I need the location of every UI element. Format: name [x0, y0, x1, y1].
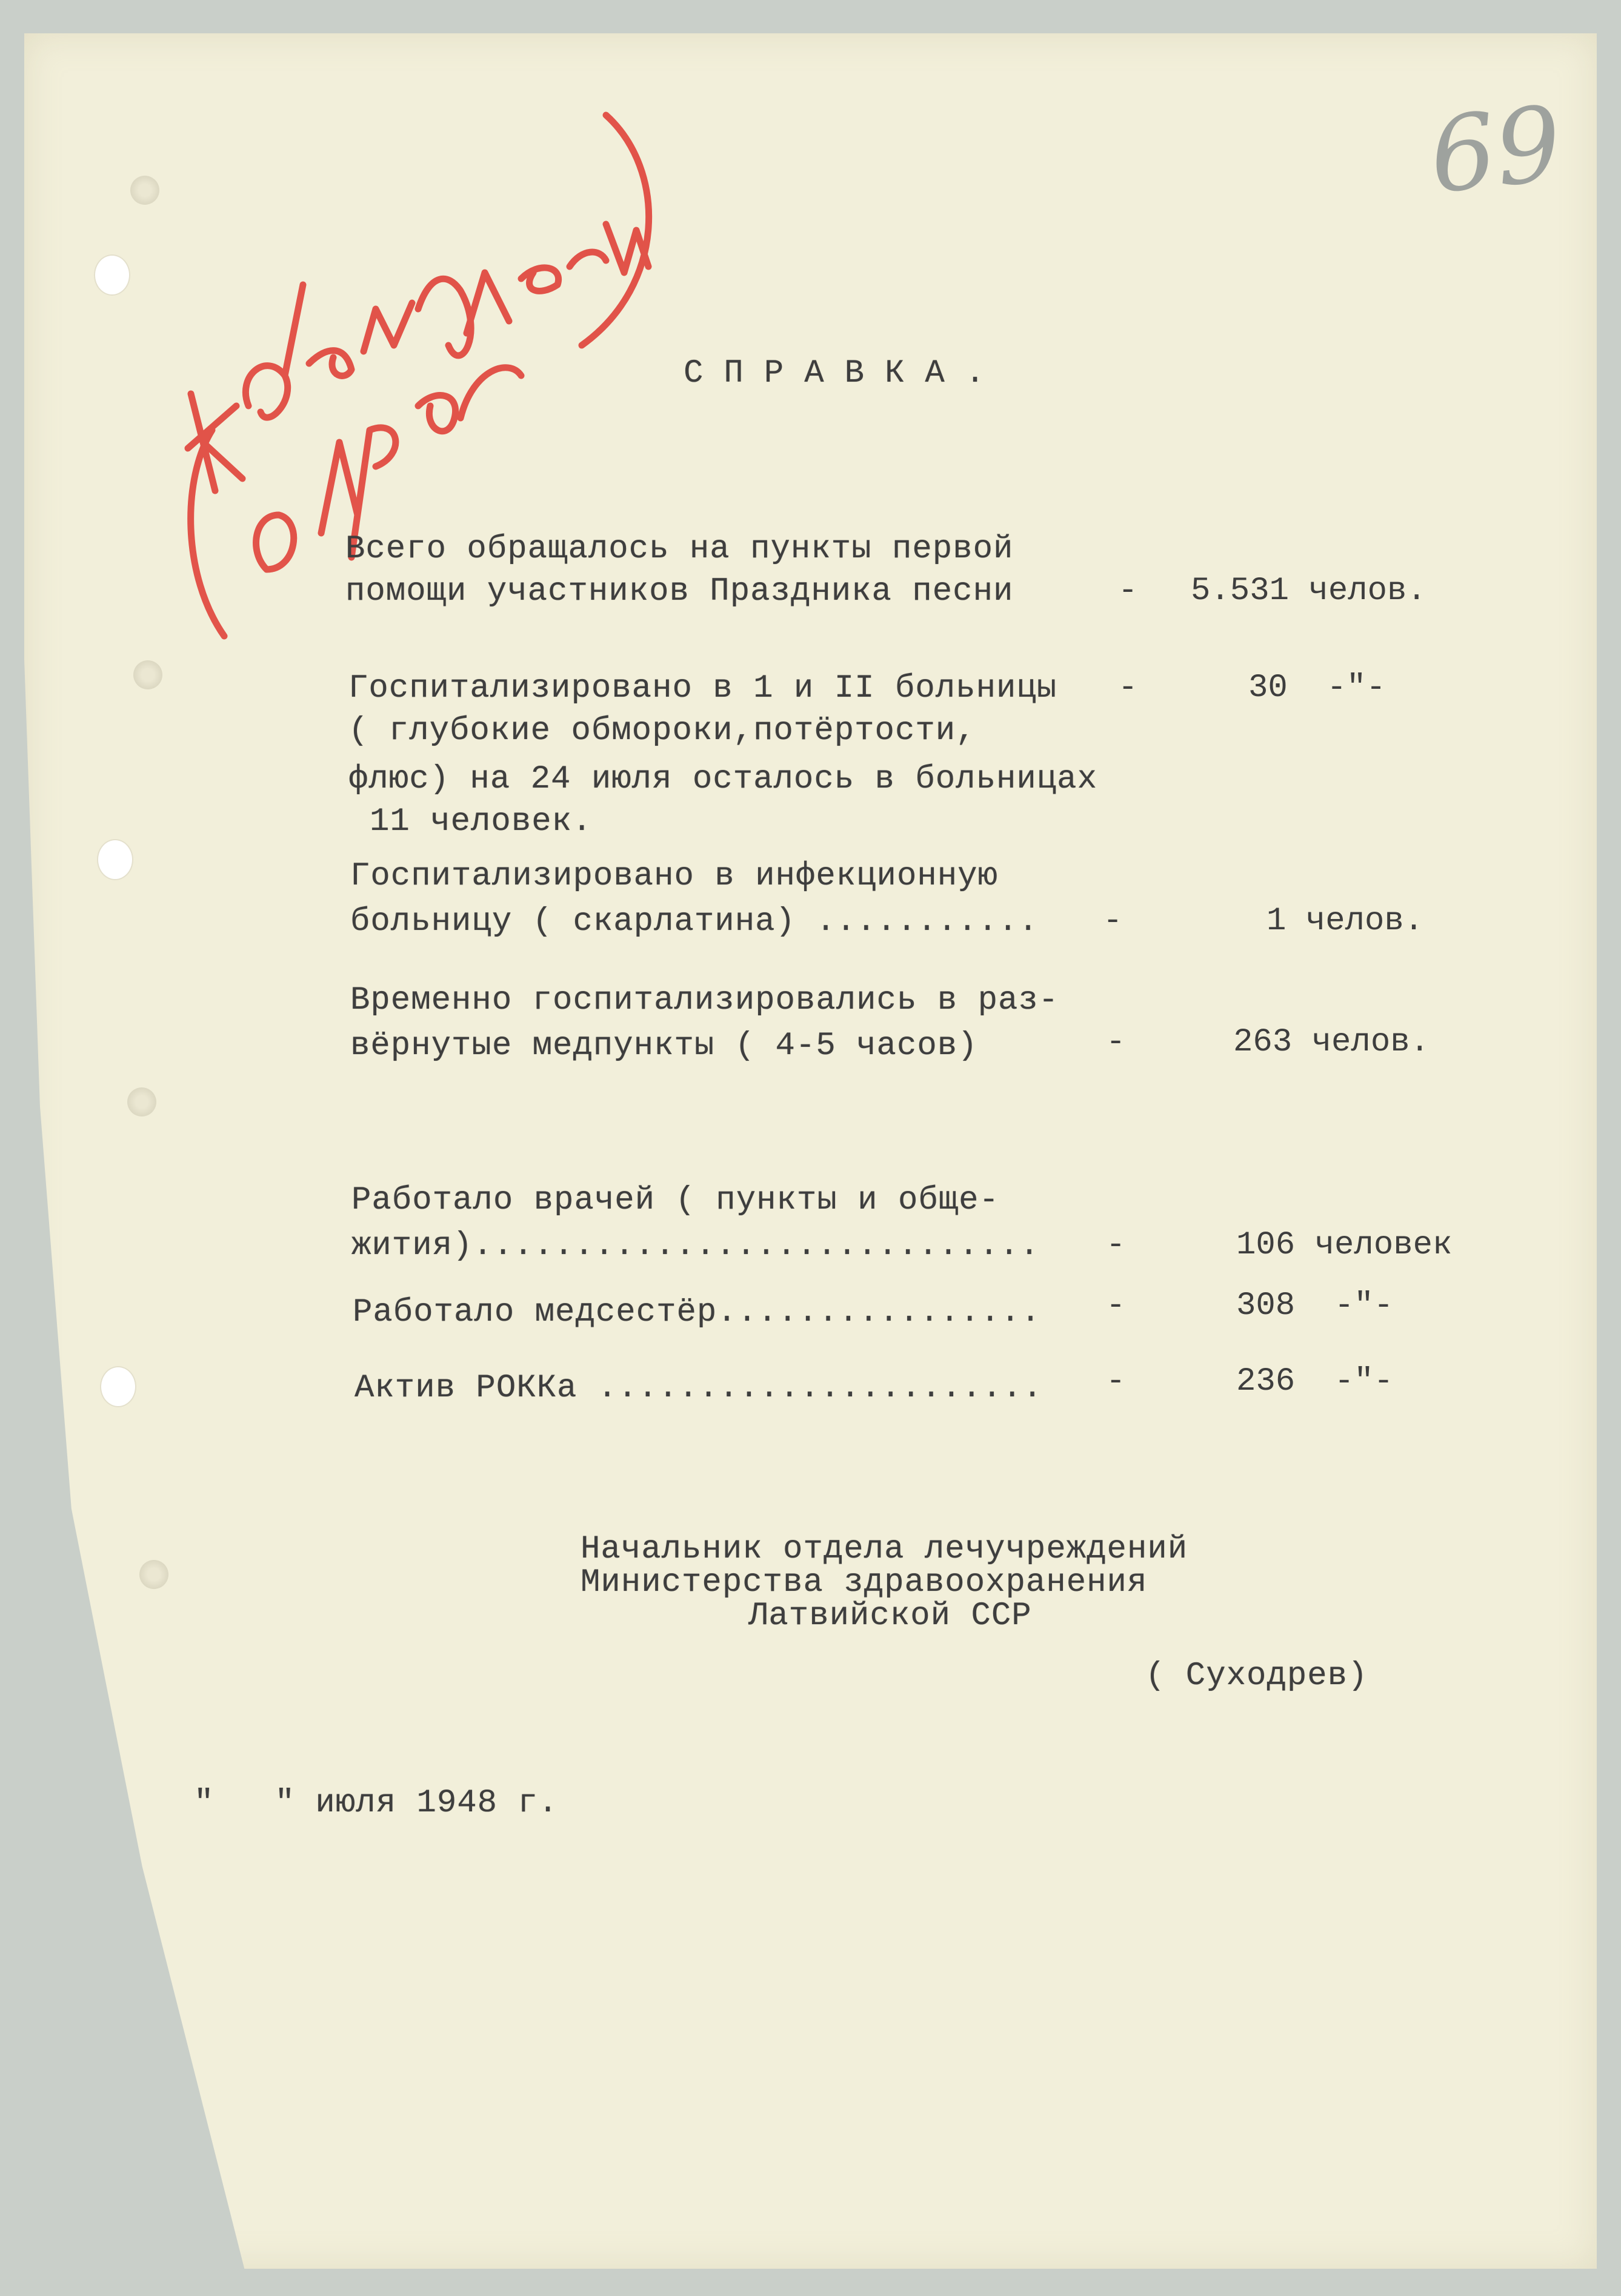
- entry-7-dash: -: [1106, 1363, 1126, 1400]
- folio-number: 69: [1424, 84, 1568, 217]
- signature-republic: Латвийской ССР: [748, 1598, 1032, 1634]
- emboss-mark: [139, 1560, 168, 1589]
- entry-4-value: 263 челов.: [1233, 1024, 1430, 1061]
- entry-1-value: 5.531 челов.: [1191, 572, 1426, 609]
- entry-6-line-1: Работало медсестёр................: [353, 1294, 1041, 1331]
- emboss-mark: [130, 2008, 159, 2037]
- emboss-mark: [127, 1087, 156, 1116]
- punch-hole: [94, 254, 130, 296]
- punch-hole: [97, 839, 133, 880]
- entry-5-line-2: жития)............................: [351, 1227, 1040, 1264]
- entry-3-dash: -: [1103, 903, 1123, 940]
- signature-name: ( Суходрев): [1145, 1657, 1368, 1694]
- entry-2-line-4: 11 человек.: [370, 803, 593, 840]
- entry-3-line-2: больницу ( скарлатина) ...........: [350, 903, 1039, 940]
- entry-3-value: 1 челов.: [1267, 903, 1424, 940]
- entry-6-dash: -: [1106, 1287, 1126, 1324]
- entry-2-line-3: флюс) на 24 июля осталось в больницах: [348, 761, 1097, 798]
- entry-2-value: 30 -"-: [1248, 669, 1386, 706]
- entry-3-line-1: Госпитализировано в инфекционную: [350, 858, 998, 895]
- entry-2-line-1: Госпитализировано в 1 и II больницы: [348, 670, 1057, 707]
- entry-4-line-2: вёрнутые медпункты ( 4-5 часов): [350, 1027, 978, 1064]
- entry-2-line-2: ( глубокие обмороки,потёртости,: [348, 712, 976, 749]
- entry-5-dash: -: [1106, 1227, 1126, 1264]
- entry-7-value: 236 -"-: [1236, 1363, 1394, 1400]
- entry-6-value: 308 -"-: [1236, 1287, 1394, 1324]
- entry-5-line-1: Работало врачей ( пункты и обще-: [351, 1182, 999, 1219]
- entry-1-dash: -: [1118, 572, 1138, 609]
- punch-hole: [115, 1948, 151, 1989]
- entry-2-dash: -: [1118, 669, 1138, 706]
- entry-4-line-1: Временно госпитализировались в раз-: [350, 982, 1059, 1019]
- signature-ministry: Министерства здравоохранения: [581, 1564, 1148, 1601]
- handwriting-scribble: [145, 91, 667, 745]
- entry-5-value: 106 человек: [1236, 1227, 1453, 1264]
- document-title: СПРАВКА.: [684, 355, 1006, 392]
- entry-1-line-1: Всего обращалось на пункты первой: [345, 531, 1014, 568]
- entry-7-line-1: Актив РОККа ......................: [354, 1370, 1043, 1407]
- entry-4-dash: -: [1106, 1024, 1126, 1061]
- red-annotation: [145, 91, 667, 745]
- document-date: " " июля 1948 г.: [194, 1785, 559, 1822]
- punch-hole: [100, 1366, 136, 1407]
- signature-position: Начальник отдела лечучреждений: [581, 1531, 1188, 1568]
- entry-1-line-2: помощи участников Праздника песни: [345, 573, 1014, 610]
